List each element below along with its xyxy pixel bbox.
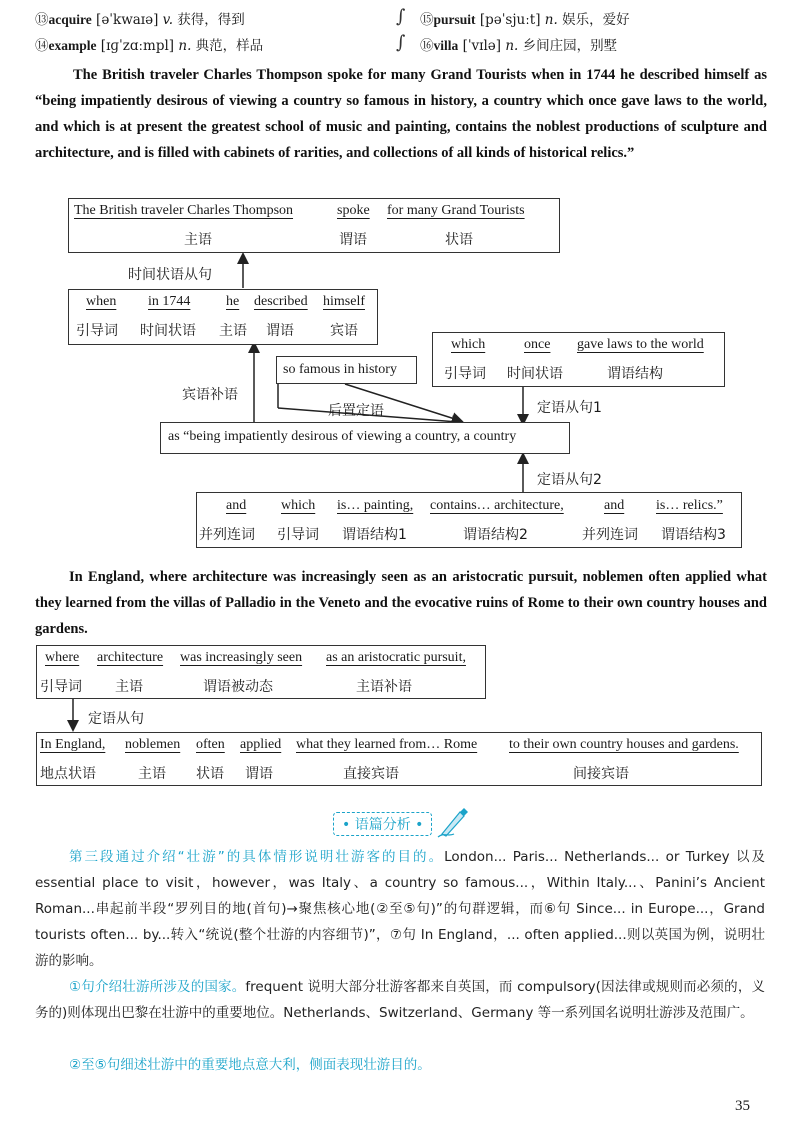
role-label: 直接宾语 (343, 766, 399, 782)
analysis-text: London... Paris... Netherlands... or Turkey 以及 essential place to visit，however，was Italy、a country so famous...，Within Italy...、Panini’s Ancient Roman...串起前半段“罗列目的地(首句)→聚焦核心地(②至⑤句)”的句群逻辑，而⑥句 Since... in Europe...，Grand tourists often... by...转入“统说(整个壮游的内容细节)”，⑦句 In England，... often applied...则以英国为例，说明壮游的影响。 (35, 849, 765, 969)
sentence-part: as an aristocratic pursuit, (326, 650, 466, 665)
clause-label: 定语从句2 (537, 472, 602, 488)
binding-spiral-icon: ∫ (396, 32, 406, 53)
sentence-part: was increasingly seen (180, 650, 303, 665)
analysis-paragraph (35, 1052, 765, 1078)
sentence-part: what they learned from… Rome (296, 737, 478, 752)
diagram-arrows (0, 0, 800, 560)
sentence-part: gave laws to the world (577, 337, 704, 352)
role-label: 谓语 (266, 323, 294, 339)
sentence-part: where (45, 650, 80, 665)
role-label: 并列连词 (582, 527, 638, 543)
sentence-part: is… relics.” (656, 498, 723, 513)
sentence-part: which (281, 498, 316, 513)
role-label: 谓语结构 (607, 366, 663, 382)
role-label: 并列连词 (199, 527, 255, 543)
role-label: 谓语结构3 (661, 527, 726, 543)
binding-spiral-icon: ∫ (396, 6, 406, 27)
section-badge: • 语篇分析 • (333, 812, 432, 836)
role-label: 谓语 (339, 232, 367, 248)
role-label: 主语 (219, 323, 247, 339)
sentence-part: described (254, 294, 308, 309)
clause-label: 定语从句1 (537, 400, 602, 416)
sentence-part: architecture (97, 650, 164, 665)
sentence-part: and (604, 498, 625, 513)
role-label: 谓语 (245, 766, 273, 782)
role-label: 主语 (184, 232, 212, 248)
passage-paragraph: In England, where architecture was increasingly seen as an aristocratic pursuit, noblemen often applied what they learned from the villas of Palladio in the Veneto and the evocative ruins of Rome to their own country houses and gardens. (35, 569, 767, 637)
sentence-part: to their own country houses and gardens. (509, 737, 739, 752)
sentence-part: for many Grand Tourists (387, 203, 525, 218)
sentence-part: himself (323, 294, 365, 309)
sentence-part: which (451, 337, 486, 352)
passage-paragraph: The British traveler Charles Thompson spoke for many Grand Tourists when in 1744 he described himself as “being impatiently desirous of viewing a country so famous in history, a country which once gave laws to the world, and which is at present the greatest school of music and painting, contains the noblest productions of sculpture and architecture, and is filled with cabinets of rarities, and collections of all kinds of historical relics.” (35, 67, 767, 161)
sentence-part: so famous in history (283, 362, 397, 377)
pen-icon (436, 804, 470, 838)
clause-label: 后置定语 (328, 403, 384, 419)
role-label: 时间状语 (140, 323, 196, 339)
sentence-part: is… painting, (337, 498, 414, 513)
analysis-highlight: ①句介绍壮游所涉及的国家。 (69, 979, 246, 995)
sentence-part: in 1744 (148, 294, 191, 309)
sentence-part: The British traveler Charles Thompson (74, 203, 294, 218)
sentence-part: as “being impatiently desirous of viewing a country, a country (168, 429, 517, 444)
role-label: 谓语被动态 (203, 679, 273, 695)
role-label: 引导词 (76, 323, 118, 339)
sentence-part: he (226, 294, 240, 309)
role-label: 宾语 (330, 323, 358, 339)
analysis-highlight: 第三段通过介绍“壮游”的具体情形说明壮游客的目的。 (69, 849, 445, 865)
role-label: 引导词 (277, 527, 319, 543)
clause-label: 定语从句 (88, 711, 144, 727)
clause-label: 宾语补语 (182, 387, 238, 403)
analysis-paragraph (35, 844, 765, 974)
page-number: 35 (735, 1098, 750, 1114)
analysis-paragraph (35, 974, 765, 1026)
sentence-part: and (226, 498, 247, 513)
role-label: 间接宾语 (573, 766, 629, 782)
role-label: 谓语结构1 (342, 527, 407, 543)
vocab-item: ⑯villa [ˈvɪlə] n. 乡间庄园，别墅 (420, 38, 618, 54)
sentence-part: noblemen (125, 737, 181, 752)
role-label: 主语 (138, 766, 166, 782)
clause-label: 时间状语从句 (128, 267, 212, 283)
sentence-part: when (86, 294, 117, 309)
role-label: 时间状语 (507, 366, 563, 382)
vocab-item: ⑮pursuit [pəˈsjuːt] n. 娱乐，爱好 (420, 12, 630, 28)
vocab-item: ⑬acquire [əˈkwaɪə] v. 获得，得到 (35, 12, 245, 28)
analysis-highlight: ②至⑤句细述壮游中的重要地点意大利，侧面表现壮游目的。 (69, 1057, 431, 1073)
role-label: 主语 (115, 679, 143, 695)
role-label: 地点状语 (40, 766, 96, 782)
sentence-part: often (196, 737, 225, 752)
role-label: 状语 (196, 766, 224, 782)
sentence-part: In England, (40, 737, 106, 752)
sentence-part: contains… architecture, (430, 498, 564, 513)
role-label: 引导词 (40, 679, 82, 695)
role-label: 状语 (445, 232, 473, 248)
analysis-text: frequent 说明大部分壮游客都来自英国，而 compulsory(因法律或规则而必须的，义务的)则体现出巴黎在壮游中的重要地位。Netherlands、Switzerland、Germany 等一系列国名说明壮游涉及范围广。 (35, 979, 766, 1021)
sentence-part: applied (240, 737, 282, 752)
sentence-part: spoke (337, 203, 370, 218)
vocab-item: ⑭example [ɪɡˈzɑːmpl] n. 典范，样品 (35, 38, 264, 54)
role-label: 谓语结构2 (463, 527, 528, 543)
role-label: 引导词 (444, 366, 486, 382)
sentence-part: once (524, 337, 551, 352)
role-label: 主语补语 (356, 679, 412, 695)
